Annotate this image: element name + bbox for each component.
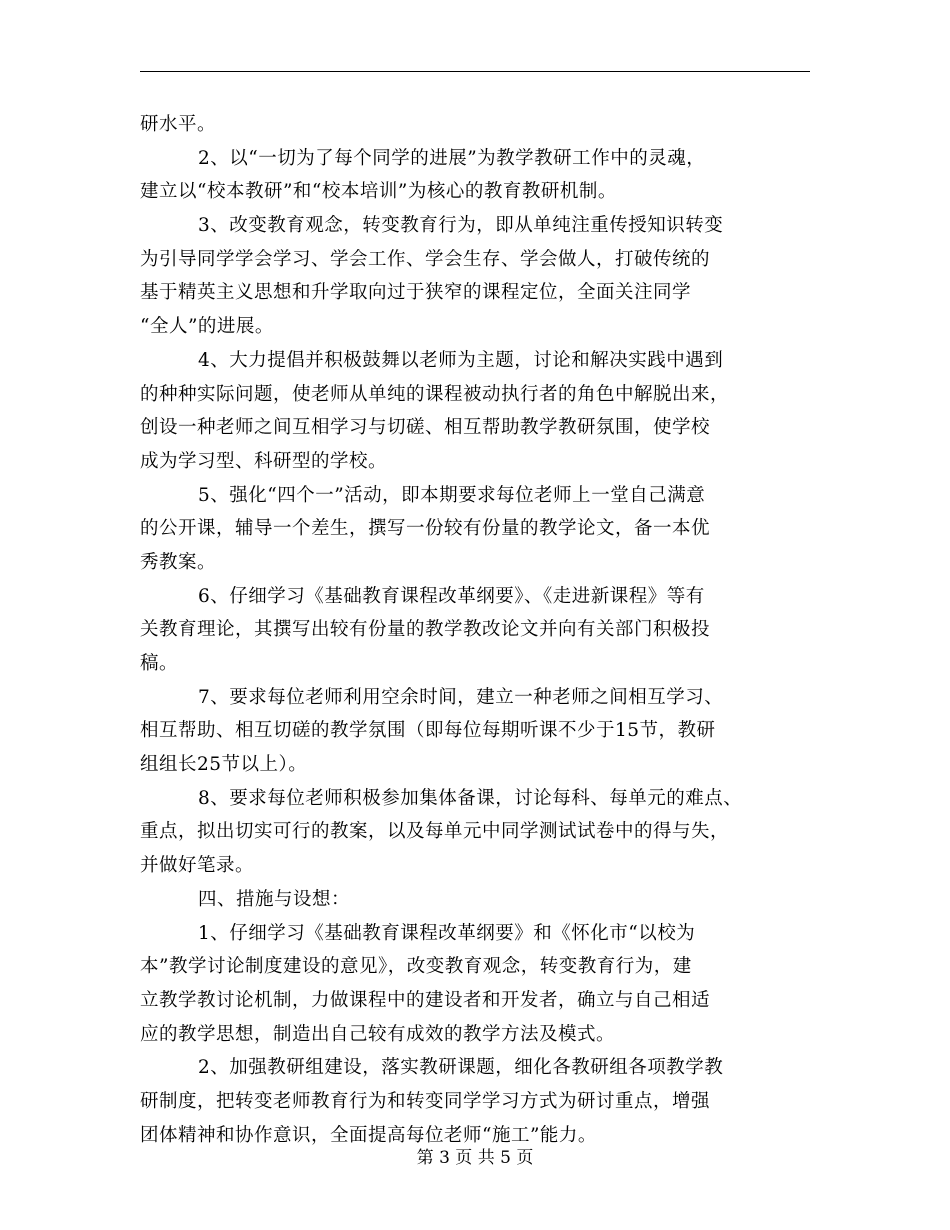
text-line: “全人”的进展。 (140, 316, 274, 338)
page-footer: 第 3 页 共 5 页 (416, 1148, 534, 1168)
text-line: 立教学教讨论机制，力做课程中的建设者和开发者，确立与自己相适 (140, 989, 711, 1011)
text-line: 1、仔细学习《基础教育课程改革纲要》和《怀化市“以校为 (198, 922, 696, 944)
text-line: 建立以“校本教研”和“校本培训”为核心的教育教研机制。 (140, 181, 617, 203)
text-line: 2、加强教研组建设，落实教研课题，细化各教研组各项教学教 (198, 1057, 724, 1079)
text-line: 2、以“一切为了每个同学的进展”为教学教研工作中的灵魂， (198, 147, 706, 169)
text-line: 研制度，把转变老师教育行为和转变同学学习方式为研讨重点，增强 (140, 1090, 711, 1112)
text-line: 四、措施与设想： (198, 888, 351, 910)
text-line: 应的教学思想，制造出自己较有成效的教学方法及模式。 (140, 1023, 616, 1045)
text-line: 关教育理论，其撰写出较有份量的教学教改论文并向有关部门积极投 (140, 619, 711, 641)
document-body (140, 108, 820, 1152)
text-line: 研水平。 (140, 114, 217, 135)
text-line: 5、强化“四个一”活动，即本期要求每位老师上一堂自己满意 (198, 484, 706, 506)
text-line: 本”教学讨论制度建设的意见》，改变教育观念，转变教育行为，建 (140, 956, 692, 978)
text-line: 6、仔细学习《基础教育课程改革纲要》、《走进新课程》等有 (198, 585, 705, 607)
header-rule (140, 71, 810, 72)
text-line: 成为学习型、科研型的学校。 (140, 450, 388, 472)
text-line: 团体精神和协作意识，全面提高每位老师“施工”能力。 (140, 1124, 597, 1146)
text-line: 相互帮助、相互切磋的教学氛围（即每位每期听课不少于15节，教研 (140, 720, 716, 742)
text-line: 重点，拟出切实可行的教案，以及每单元中同学测试试卷中的得与失， (140, 821, 730, 843)
text-line: 创设一种老师之间互相学习与切磋、相互帮助教学教研氛围，使学校 (140, 417, 711, 439)
text-line: 稿。 (140, 653, 179, 674)
text-line: 8、要求每位老师积极参加集体备课，讨论每科、每单元的难点、 (198, 787, 743, 809)
text-line: 秀教案。 (140, 551, 217, 573)
text-line: 组组长25节以上）。 (140, 754, 308, 776)
text-line: 为引导同学学会学习、学会工作、学会生存、学会做人，打破传统的 (140, 248, 711, 270)
text-line: 的种种实际问题，使老师从单纯的课程被动执行者的角色中解脱出来， (140, 383, 730, 405)
text-line: 的公开课，辅导一个差生，撰写一份较有份量的教学论文，备一本优 (140, 518, 711, 540)
text-line: 3、改变教育观念，转变教育行为，即从单纯注重传授知识转变 (198, 215, 724, 237)
text-line: 7、要求每位老师利用空余时间，建立一种老师之间相互学习、 (198, 686, 724, 708)
text-line: 并做好笔录。 (140, 855, 255, 877)
text-line: 基于精英主义思想和升学取向过于狭窄的课程定位，全面关注同学 (140, 282, 692, 304)
text-line: 4、大力提倡并积极鼓舞以老师为主题，讨论和解决实践中遇到 (198, 349, 724, 371)
